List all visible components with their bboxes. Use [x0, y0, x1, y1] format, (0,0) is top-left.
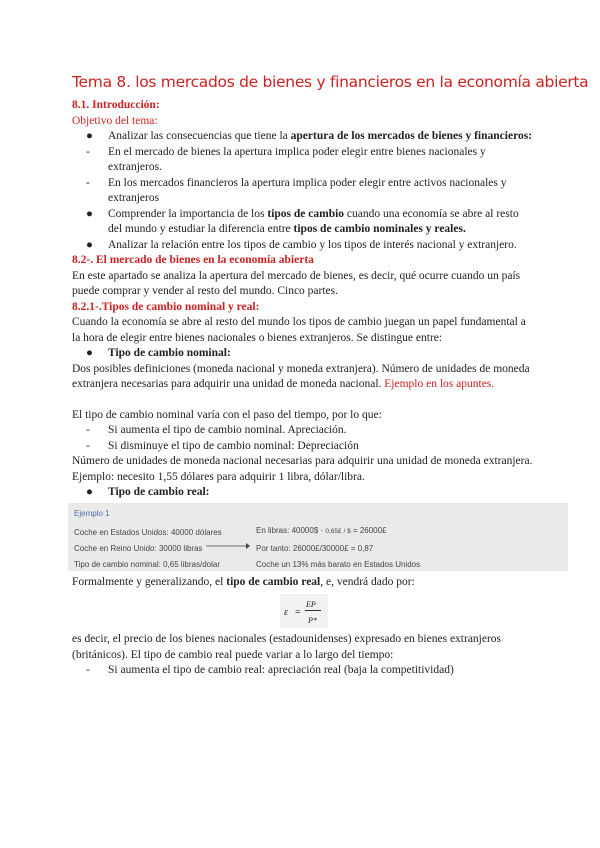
bullet-icon: ●	[86, 238, 93, 251]
dash-marker: -	[86, 664, 90, 676]
page-title: Tema 8. los mercados de bienes y financieros en la economía abierta	[72, 73, 589, 91]
nominal-list	[72, 346, 534, 362]
list-text: Analizar las consecuencias que tiene la	[108, 130, 291, 142]
dash-marker: -	[86, 145, 90, 158]
arrow-icon	[206, 542, 250, 550]
example-label: Ejemplo 1	[74, 508, 110, 518]
example-image	[68, 503, 568, 571]
formula-denominator: P*	[308, 616, 317, 625]
list-item	[72, 439, 534, 455]
nominal-example: Número de unidades de moneda nacional necesarias para adquirir una unidad de moneda extranjera. Ejemplo: necesito 1,55 dólares para adquirir 1 libra, dólar/libra.	[72, 455, 533, 483]
formula-epsilon: ε	[284, 607, 288, 618]
list-item	[72, 423, 534, 439]
list-text: Si aumenta el tipo de cambio real: apreciación real (baja la competitividad)	[108, 664, 454, 676]
real-list	[72, 485, 534, 501]
real-exchange-formula	[280, 594, 328, 628]
dash-marker: -	[86, 176, 90, 189]
nominal-definition	[72, 362, 534, 393]
list-text: Si aumenta el tipo de cambio nominal. Apreciación.	[108, 424, 347, 436]
formal-pre: Formalmente y generalizando, el	[72, 575, 227, 588]
list-text: En el mercado de bienes la apertura implica poder elegir entre bienes nacionales y extranjeros.	[108, 145, 486, 173]
nominal-text: Dos posibles definiciones (moneda nacional y moneda extranjera). Número de unidades de moneda extranjera necesarias para adquirir una unidad de moneda nacional.	[72, 362, 530, 390]
formal-post: , e, vendrá dado por:	[320, 575, 415, 588]
real-variation-list	[72, 663, 534, 679]
bullet-icon: ●	[86, 130, 93, 142]
list-text: Analizar la relación entre los tipos de cambio y los tipos de interés nacional y extranjero.	[108, 238, 517, 251]
section-8-2-heading: 8.2-. El mercado de bienes en la economía abierta	[72, 254, 314, 266]
formula-numerator: EP	[306, 600, 316, 609]
section-8-2-text: En este apartado se analiza la apertura del mercado de bienes, es decir, qué ocurre cuando un país puede comprar y vender al resto del mundo. Cinco partes.	[72, 269, 521, 297]
nominal-heading: Tipo de cambio nominal:	[108, 347, 231, 359]
document-page	[72, 72, 589, 679]
dash-marker: -	[86, 439, 90, 452]
bullet-icon: ●	[86, 486, 93, 498]
nominal-note: Ejemplo en los apuntes.	[384, 378, 495, 390]
nominal-variation: El tipo de cambio nominal varía con el paso del tiempo, por lo que:	[72, 408, 382, 421]
example-calc	[256, 523, 387, 540]
objective-list	[72, 129, 534, 253]
formal-bold: tipo de cambio real	[226, 575, 321, 588]
example-line: Coche en Reino Unido: 30000 libras	[74, 543, 203, 553]
list-text-bold: apertura de los mercados de bienes y financieros:	[290, 130, 533, 142]
section-8-1-heading: 8.1. Introducción:	[72, 99, 160, 111]
list-text: En los mercados financieros la apertura implica poder elegir entre activos nacionales y extranjeros	[108, 176, 507, 204]
example-line: Por tanto: 26000£/30000£ = 0,87	[256, 543, 374, 553]
calc-fraction: 0,65£ / $	[325, 527, 351, 535]
formula-bar	[305, 610, 321, 611]
example-line: Tipo de cambio nominal: 0,65 libras/dolar	[74, 559, 221, 569]
calc-pre: En libras: 40000$ ·	[256, 525, 324, 535]
example-line: Coche en Estados Unidos: 40000 dólares	[74, 527, 222, 537]
real-heading: Tipo de cambio real:	[108, 486, 210, 498]
real-explanation: es decir, el precio de los bienes nacionales (estadounidenses) expresado en bienes extranjeros (británicos). El tipo de cambio real puede variar a lo largo del tiempo:	[72, 633, 502, 661]
formula-equals: =	[295, 607, 301, 618]
dash-marker: -	[86, 424, 90, 436]
example-line: Coche un 13% más barato en Estados Unidos	[256, 559, 421, 569]
calc-result: = 26000£	[352, 525, 387, 535]
objective-label: Objetivo del tema:	[72, 114, 158, 127]
variation-list	[72, 423, 534, 454]
list-item	[72, 346, 534, 362]
formal-text	[72, 575, 534, 591]
list-text-bold: tipos de cambio	[267, 207, 345, 220]
list-text: cuando una economía se abre al resto del mundo y estudiar la diferencia entre	[108, 207, 519, 235]
list-item	[72, 663, 534, 679]
list-item	[72, 238, 534, 254]
list-text-bold: tipos de cambio nominales y reales.	[293, 223, 466, 235]
list-item	[72, 145, 534, 176]
list-item	[72, 207, 534, 238]
section-8-2-1-heading: 8.2.1-.Tipos de cambio nominal y real:	[72, 300, 260, 313]
list-item	[72, 485, 534, 501]
list-text: Si disminuye el tipo de cambio nominal: Depreciación	[108, 439, 359, 452]
section-8-2-1-intro: Cuando la economía se abre al resto del mundo los tipos de cambio juegan un papel fundamental a la hora de elegir entre bienes nacionales o bienes extranjeros. Se distingue entre:	[72, 316, 526, 344]
list-text: Comprender la importancia de los	[108, 207, 268, 220]
list-item	[72, 129, 534, 145]
bullet-icon: ●	[86, 347, 93, 359]
list-item	[72, 176, 534, 207]
bullet-icon: ●	[86, 207, 93, 220]
